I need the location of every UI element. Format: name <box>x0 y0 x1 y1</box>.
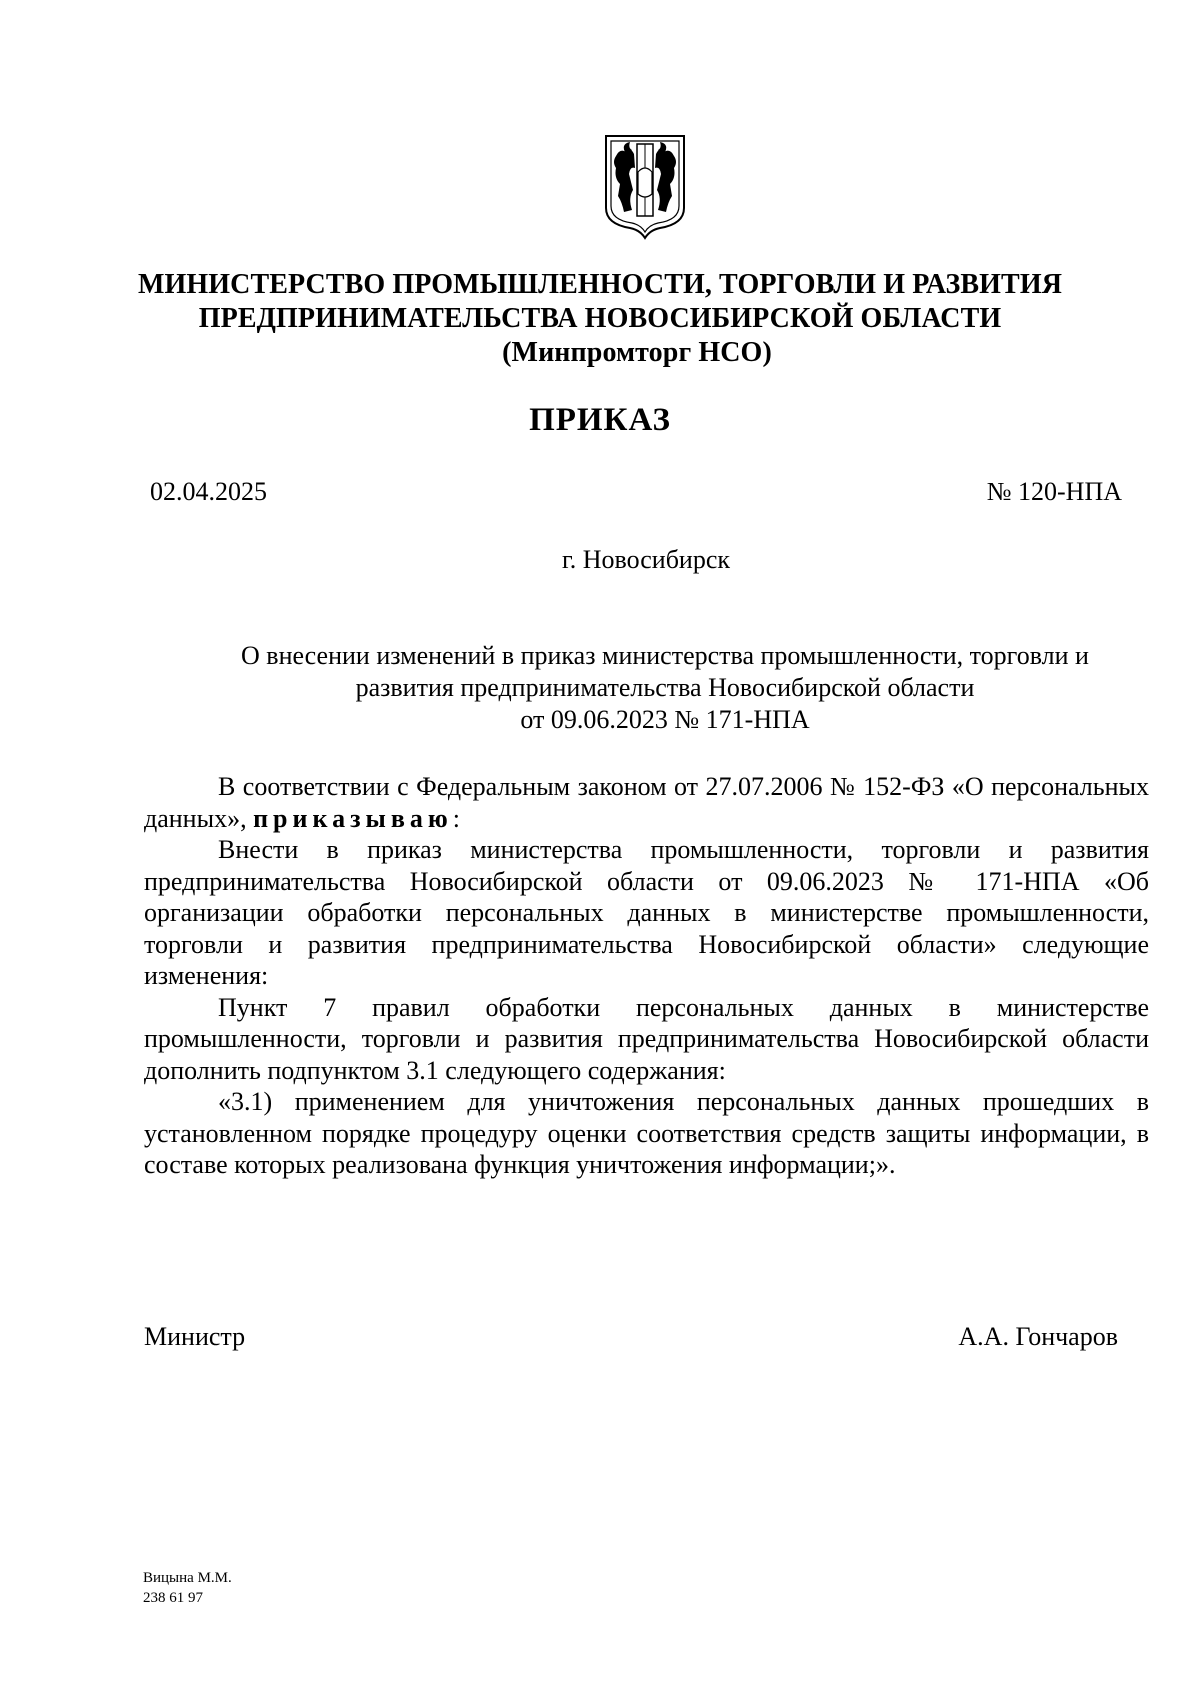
organization-name-line-1: МИНИСТЕРСТВО ПРОМЫШЛЕННОСТИ, ТОРГОВЛИ И РАЗВИТИЯ <box>137 269 1063 300</box>
executor-info <box>143 1568 232 1608</box>
executor-name: Вицына М.М. <box>143 1570 232 1586</box>
organization-name-line-2: ПРЕДПРИНИМАТЕЛЬСТВА НОВОСИБИРСКОЙ ОБЛАСТИ <box>198 303 1002 334</box>
subject-line-1: О внесении изменений в приказ министерства промышленности, торговли и <box>241 641 1089 670</box>
executor-phone: 238 61 97 <box>143 1590 203 1606</box>
signatory-position: Министр <box>144 1322 246 1351</box>
coat-of-arms-icon <box>602 132 688 240</box>
document-subject <box>140 640 1150 736</box>
organization-header <box>0 268 1200 370</box>
signatory-name: А.А. Гончаров <box>958 1322 1118 1351</box>
order-keyword: приказываю <box>253 803 453 833</box>
organization-abbreviation: (Минпромторг НСО) <box>502 337 772 368</box>
document-city: г. Новосибирск <box>561 545 731 574</box>
document-body <box>144 771 1149 1181</box>
document-number: № 120-НПА <box>986 477 1122 506</box>
body-paragraph-1 <box>144 771 1149 834</box>
document-title: ПРИКАЗ <box>529 402 671 438</box>
paragraph-1-tail: : <box>452 803 460 833</box>
subject-line-3: от 09.06.2023 № 171-НПА <box>520 705 810 734</box>
subject-line-2: развития предпринимательства Новосибирской области <box>355 673 975 702</box>
body-paragraph-4: «3.1) применением для уничтожения персональных данных прошедших в установленном порядке процедуру оценки соответствия средств защиты информации, в составе которых реализована функция уничтожения информации;». <box>144 1087 1149 1179</box>
document-date: 02.04.2025 <box>150 477 267 506</box>
paragraph-1-text: В соответствии с Федеральным законом от 27.07.2006 № 152-ФЗ «О персональных данных», <box>144 772 1149 833</box>
body-paragraph-3: Пункт 7 правил обработки персональных данных в министерстве промышленности, торговли и развития предпринимательства Новосибирской области дополнить подпунктом 3.1 следующего содержания: <box>144 992 1149 1085</box>
body-paragraph-2: Внести в приказ министерства промышленности, торговли и развития предпринимательства Новосибирской области от 09.06.2023 № 171-НПА «Об организации обработки персональных данных в министерстве промышленности, торговли и развития предпринимательства Новосибирской области» следующие изменения: <box>144 835 1149 990</box>
